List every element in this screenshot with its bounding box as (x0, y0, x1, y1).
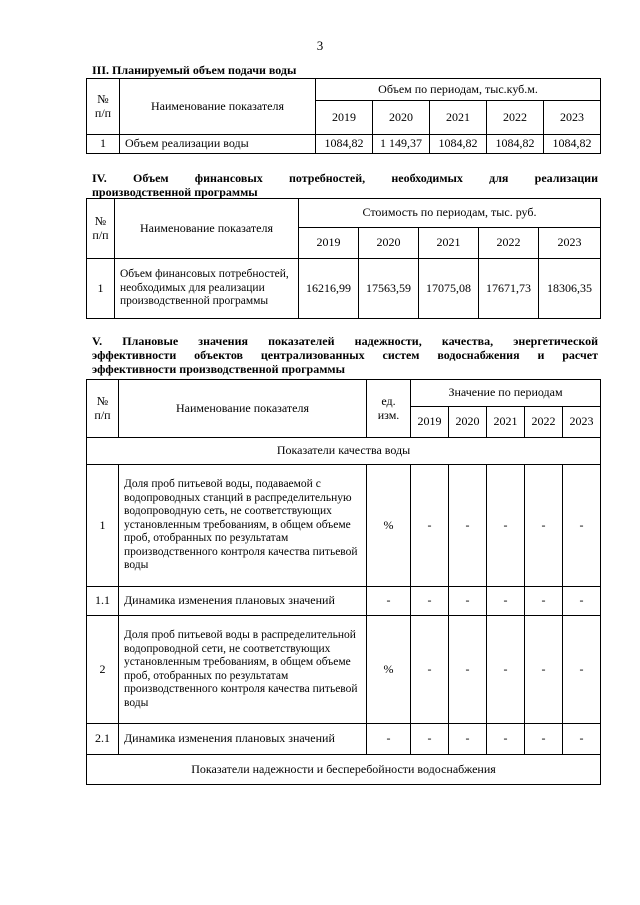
year-header: 2022 (525, 407, 563, 438)
row-name: Доля проб питьевой воды, подаваемой с водопроводных станций в распределительную водопроводную сеть, не соответствующих установленным требованиям, в общем объеме проб, отобранных по результатам производственного контроля качества питьевой воды (119, 465, 367, 587)
col-name-header: Наименование показателя (115, 199, 299, 259)
row-value: - (411, 724, 449, 755)
row-value: - (487, 587, 525, 616)
row-name: Доля проб питьевой воды в распределительной водопроводной сети, не соответствующих установленным требованиям, в общем объеме проб, отобранных по результатам производственного контроля качества питьевой воды (119, 616, 367, 724)
subheader-quality: Показатели качества воды (87, 438, 601, 465)
table-row (87, 724, 601, 755)
row-num: 1.1 (87, 587, 119, 616)
section-4-heading (92, 171, 598, 199)
year-header: 2019 (316, 101, 373, 135)
row-name: Динамика изменения плановых значений (119, 587, 367, 616)
row-value: - (449, 587, 487, 616)
row-value: - (449, 465, 487, 587)
year-header: 2023 (544, 101, 601, 135)
col-name-header: Наименование показателя (119, 380, 367, 438)
row-value: - (563, 616, 601, 724)
year-header: 2022 (487, 101, 544, 135)
col-num-header: № п/п (87, 79, 120, 135)
row-name: Объем финансовых потребностей, необходимых для реализации производственной программы (115, 259, 299, 319)
section-5-heading-line: эффективности объектов централизованных систем водоснабжения и расчет (92, 348, 598, 362)
year-header: 2021 (487, 407, 525, 438)
row-value: - (411, 465, 449, 587)
table-row (87, 259, 601, 319)
col-num-header: № п/п (87, 380, 119, 438)
section-3-table (86, 78, 601, 154)
col-unit-header: ед. изм. (367, 380, 411, 438)
row-name: Динамика изменения плановых значений (119, 724, 367, 755)
section-4-heading-line: IV. Объем финансовых потребностей, необходимых для реализации (92, 171, 598, 185)
section-3-heading: III. Планируемый объем подачи воды (92, 63, 297, 77)
year-header: 2020 (449, 407, 487, 438)
row-value: - (525, 724, 563, 755)
row-value: 1084,82 (544, 135, 601, 154)
section-4-heading-line: производственной программы (92, 185, 258, 199)
row-value: 17563,59 (359, 259, 419, 319)
row-value: - (487, 616, 525, 724)
year-header: 2020 (359, 228, 419, 259)
table-row (87, 616, 601, 724)
section-5-heading-line: V. Плановые значения показателей надежности, качества, энергетической (92, 334, 598, 348)
table-row (87, 135, 601, 154)
row-value: - (487, 724, 525, 755)
row-value: 17671,73 (479, 259, 539, 319)
year-header: 2020 (373, 101, 430, 135)
row-unit: - (367, 724, 411, 755)
table-row (87, 587, 601, 616)
row-value: 17075,08 (419, 259, 479, 319)
row-num: 1 (87, 135, 120, 154)
row-value: - (449, 616, 487, 724)
row-value: 16216,99 (299, 259, 359, 319)
year-header: 2023 (563, 407, 601, 438)
section-5-table (86, 379, 601, 785)
year-header: 2019 (411, 407, 449, 438)
period-group-header: Значение по периодам (411, 380, 601, 407)
row-value: - (563, 465, 601, 587)
col-num-header: № п/п (87, 199, 115, 259)
row-value: 1084,82 (430, 135, 487, 154)
period-group-header: Стоимость по периодам, тыс. руб. (299, 199, 601, 228)
table-row (87, 465, 601, 587)
row-num: 2.1 (87, 724, 119, 755)
row-value: - (525, 465, 563, 587)
year-header: 2021 (430, 101, 487, 135)
row-unit: % (367, 616, 411, 724)
section-4-table (86, 198, 601, 319)
col-name-header: Наименование показателя (120, 79, 316, 135)
row-unit: - (367, 587, 411, 616)
year-header: 2021 (419, 228, 479, 259)
row-value: - (449, 724, 487, 755)
section-5-heading-line: эффективности производственной программы (92, 362, 345, 376)
row-value: - (563, 587, 601, 616)
row-unit: % (367, 465, 411, 587)
row-num: 2 (87, 616, 119, 724)
row-value: - (525, 587, 563, 616)
row-value: - (411, 616, 449, 724)
subheader-reliability: Показатели надежности и бесперебойности водоснабжения (87, 755, 601, 785)
row-num: 1 (87, 465, 119, 587)
year-header: 2022 (479, 228, 539, 259)
row-value: 1 149,37 (373, 135, 430, 154)
row-value: - (563, 724, 601, 755)
page-number: 3 (316, 38, 324, 53)
row-value: 1084,82 (487, 135, 544, 154)
row-value: - (487, 465, 525, 587)
row-value: - (411, 587, 449, 616)
row-value: 1084,82 (316, 135, 373, 154)
row-value: 18306,35 (539, 259, 601, 319)
section-5-heading (92, 334, 598, 376)
row-name: Объем реализации воды (120, 135, 316, 154)
row-num: 1 (87, 259, 115, 319)
period-group-header: Объем по периодам, тыс.куб.м. (316, 79, 601, 101)
year-header: 2023 (539, 228, 601, 259)
row-value: - (525, 616, 563, 724)
year-header: 2019 (299, 228, 359, 259)
